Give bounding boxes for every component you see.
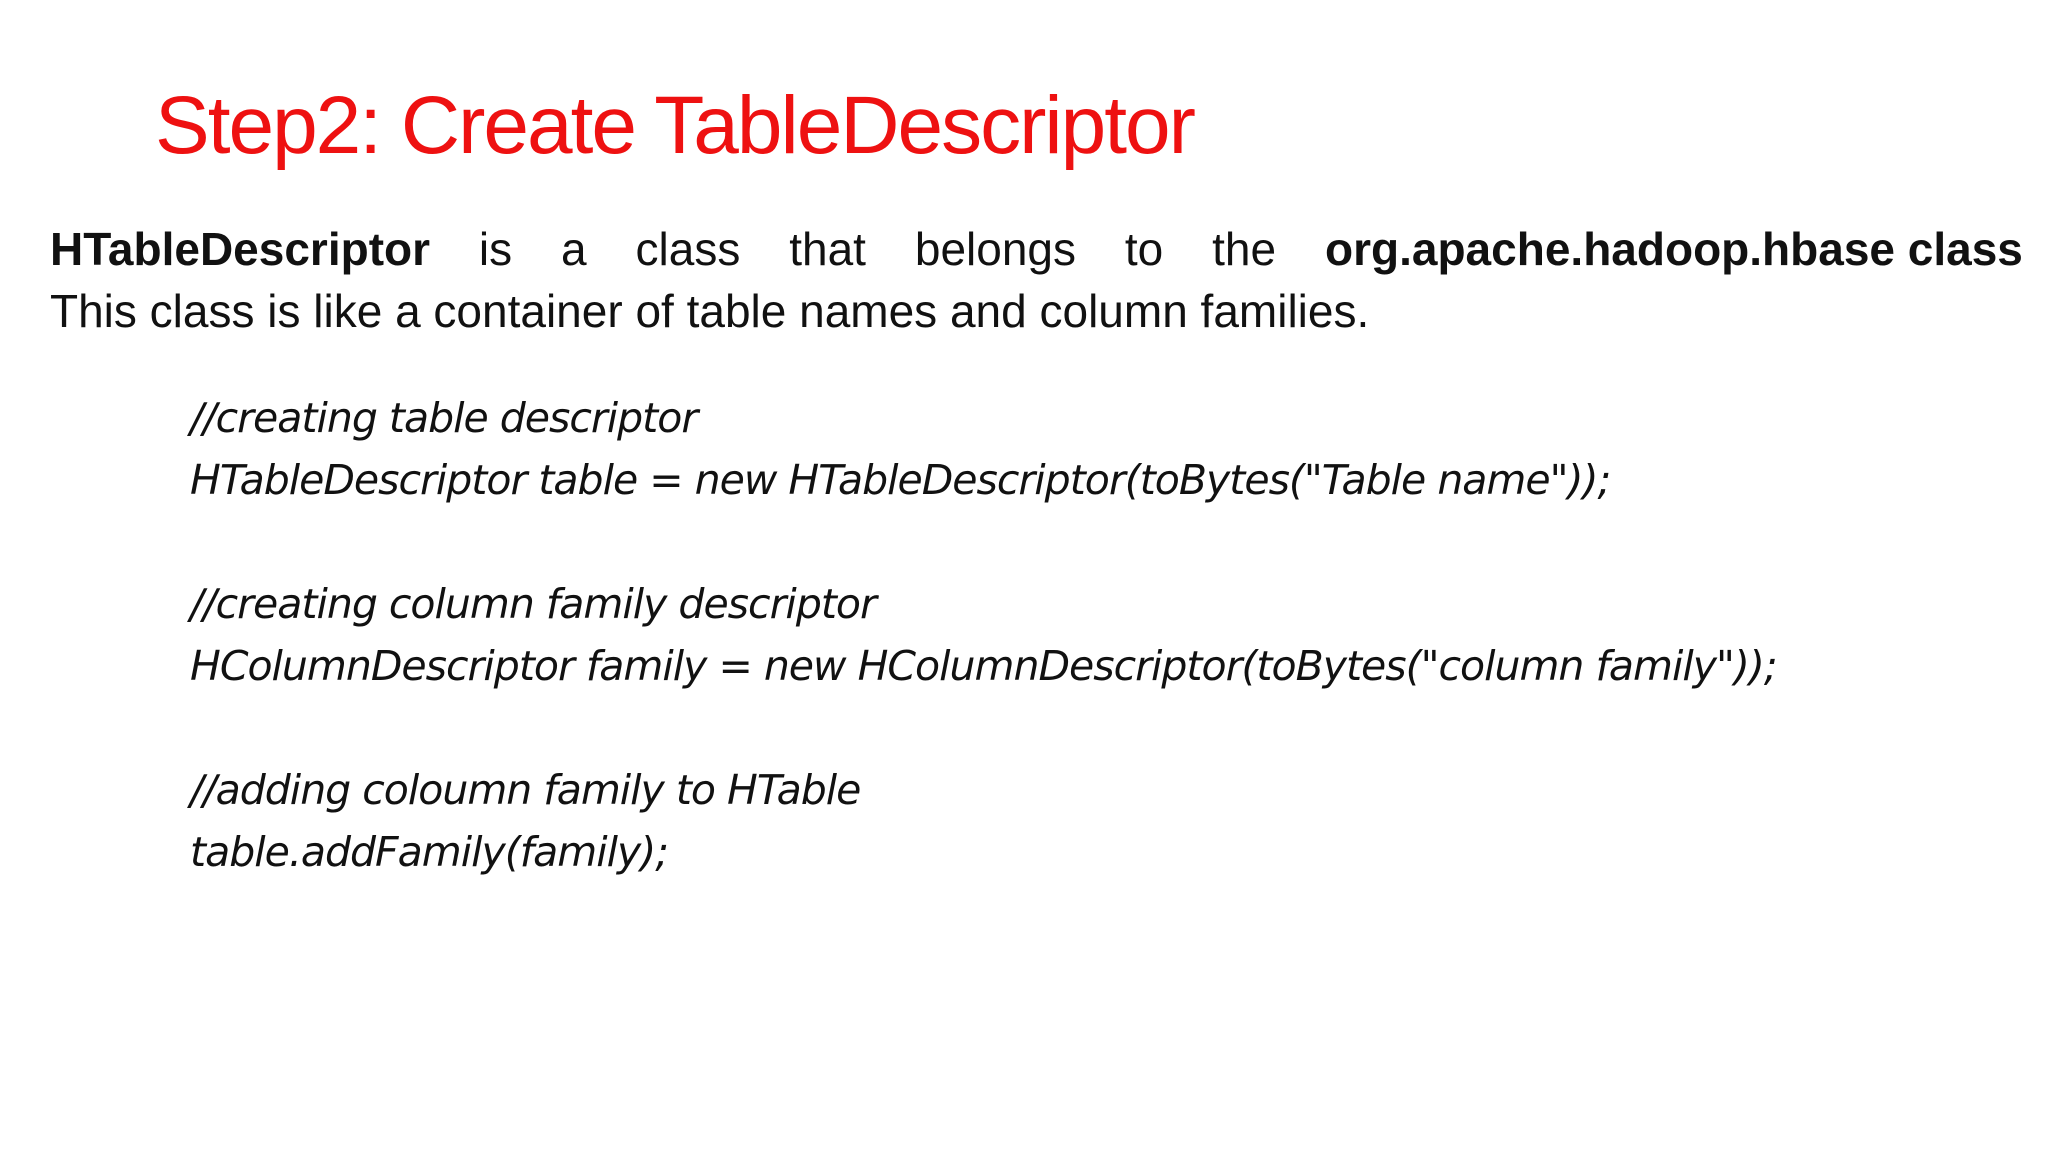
code-comment: //creating table descriptor — [190, 394, 698, 442]
intro-word: HTableDescriptor — [50, 223, 431, 275]
intro-word: a — [561, 223, 587, 275]
intro-word: org.apache.hadoop.hbase class — [1325, 223, 2023, 275]
intro-line-1 — [50, 218, 2023, 280]
intro-word: class — [635, 223, 741, 275]
code-statement: HColumnDescriptor family = new HColumnDescriptor(toBytes("column family")); — [190, 642, 1777, 690]
intro-word: belongs — [914, 223, 1076, 275]
code-comment: //creating column family descriptor — [190, 580, 876, 628]
code-statement: HTableDescriptor table = new HTableDescriptor(toBytes("Table name")); — [190, 456, 1611, 504]
intro-word: that — [789, 223, 866, 275]
code-spacer — [190, 697, 1777, 759]
intro-word: is — [478, 223, 513, 275]
code-statement: table.addFamily(family); — [190, 828, 669, 876]
intro-word: the — [1212, 223, 1277, 275]
code-comment: //adding coloumn family to HTable — [190, 766, 861, 814]
code-spacer — [190, 511, 1777, 573]
code-block — [190, 387, 1777, 883]
intro-word: to — [1124, 223, 1164, 275]
slide-title: Step2: Create TableDescriptor — [155, 80, 1194, 171]
intro-paragraph — [50, 218, 2023, 342]
intro-line-2: This class is like a container of table names and column families. — [50, 285, 1370, 337]
